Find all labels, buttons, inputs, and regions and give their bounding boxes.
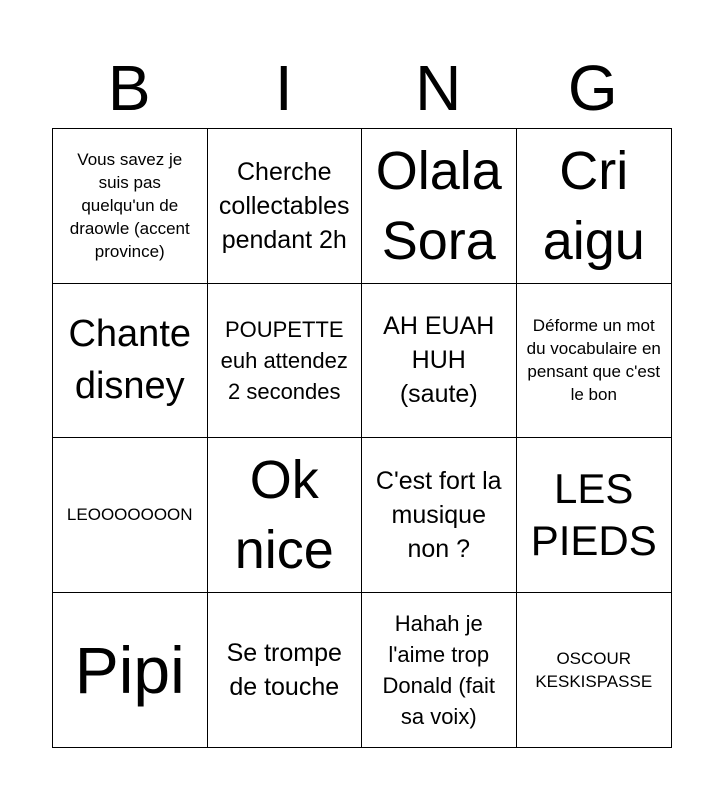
- bingo-cell-r1-c1[interactable]: [53, 129, 208, 284]
- header-letter-g: G: [567, 52, 618, 124]
- bingo-cell-r4-c3[interactable]: [362, 593, 517, 748]
- bingo-cell-text: C'est fort la musique non ?: [375, 466, 502, 563]
- bingo-grid: [52, 128, 672, 748]
- bingo-cell-text: Vous savez je suis pas quelqu'un de draowle (accent province): [69, 150, 190, 262]
- bingo-cell-r4-c2[interactable]: [208, 593, 363, 748]
- bingo-cell-text: Se trompe de touche: [226, 638, 342, 701]
- bingo-cell-r4-c1[interactable]: [53, 593, 208, 748]
- bingo-cell-text: AH EUAH HUH (saute): [383, 312, 495, 409]
- bingo-cell-text: Cherche collectables pendant 2h: [218, 157, 350, 254]
- bingo-cell-r2-c4[interactable]: [517, 284, 672, 439]
- bingo-cell-r2-c3[interactable]: [362, 284, 517, 439]
- header-letter-i: I: [274, 52, 293, 124]
- bingo-cell-r3-c2[interactable]: [208, 438, 363, 593]
- bingo-cell-text: POUPETTE euh attendez 2 secondes: [220, 316, 348, 404]
- bingo-cell-text: Déforme un mot du vocabulaire en pensant que c'est le bon: [526, 316, 661, 405]
- bingo-cell-r3-c1[interactable]: [53, 438, 208, 593]
- bingo-cell-text: Pipi: [74, 632, 185, 707]
- bingo-cell-r2-c2[interactable]: [208, 284, 363, 439]
- bingo-cell-text: LES PIEDS: [530, 464, 657, 564]
- bingo-cell-r1-c2[interactable]: [208, 129, 363, 284]
- bingo-cell-r3-c4[interactable]: [517, 438, 672, 593]
- bingo-cell-text: Chante disney: [68, 313, 192, 408]
- bingo-header: [52, 52, 670, 124]
- bingo-cell-text: Ok nice: [234, 449, 334, 580]
- header-letter-n: N: [415, 52, 462, 124]
- bingo-cell-r2-c1[interactable]: [53, 284, 208, 439]
- bingo-cell-r1-c3[interactable]: [362, 129, 517, 284]
- bingo-cell-r4-c4[interactable]: [517, 593, 672, 748]
- bingo-cell-text: OSCOUR KESKISPASSE: [535, 648, 653, 691]
- header-letter-b: B: [107, 52, 151, 124]
- bingo-cell-text: Hahah je l'aime trop Donald (fait sa voix): [382, 610, 495, 729]
- bingo-cell-text: LEOOOOOOON: [66, 505, 193, 525]
- bingo-cell-text: Cri aigu: [542, 140, 645, 271]
- bingo-cell-r1-c4[interactable]: [517, 129, 672, 284]
- bingo-cell-text: Olala Sora: [375, 140, 502, 271]
- bingo-cell-r3-c3[interactable]: [362, 438, 517, 593]
